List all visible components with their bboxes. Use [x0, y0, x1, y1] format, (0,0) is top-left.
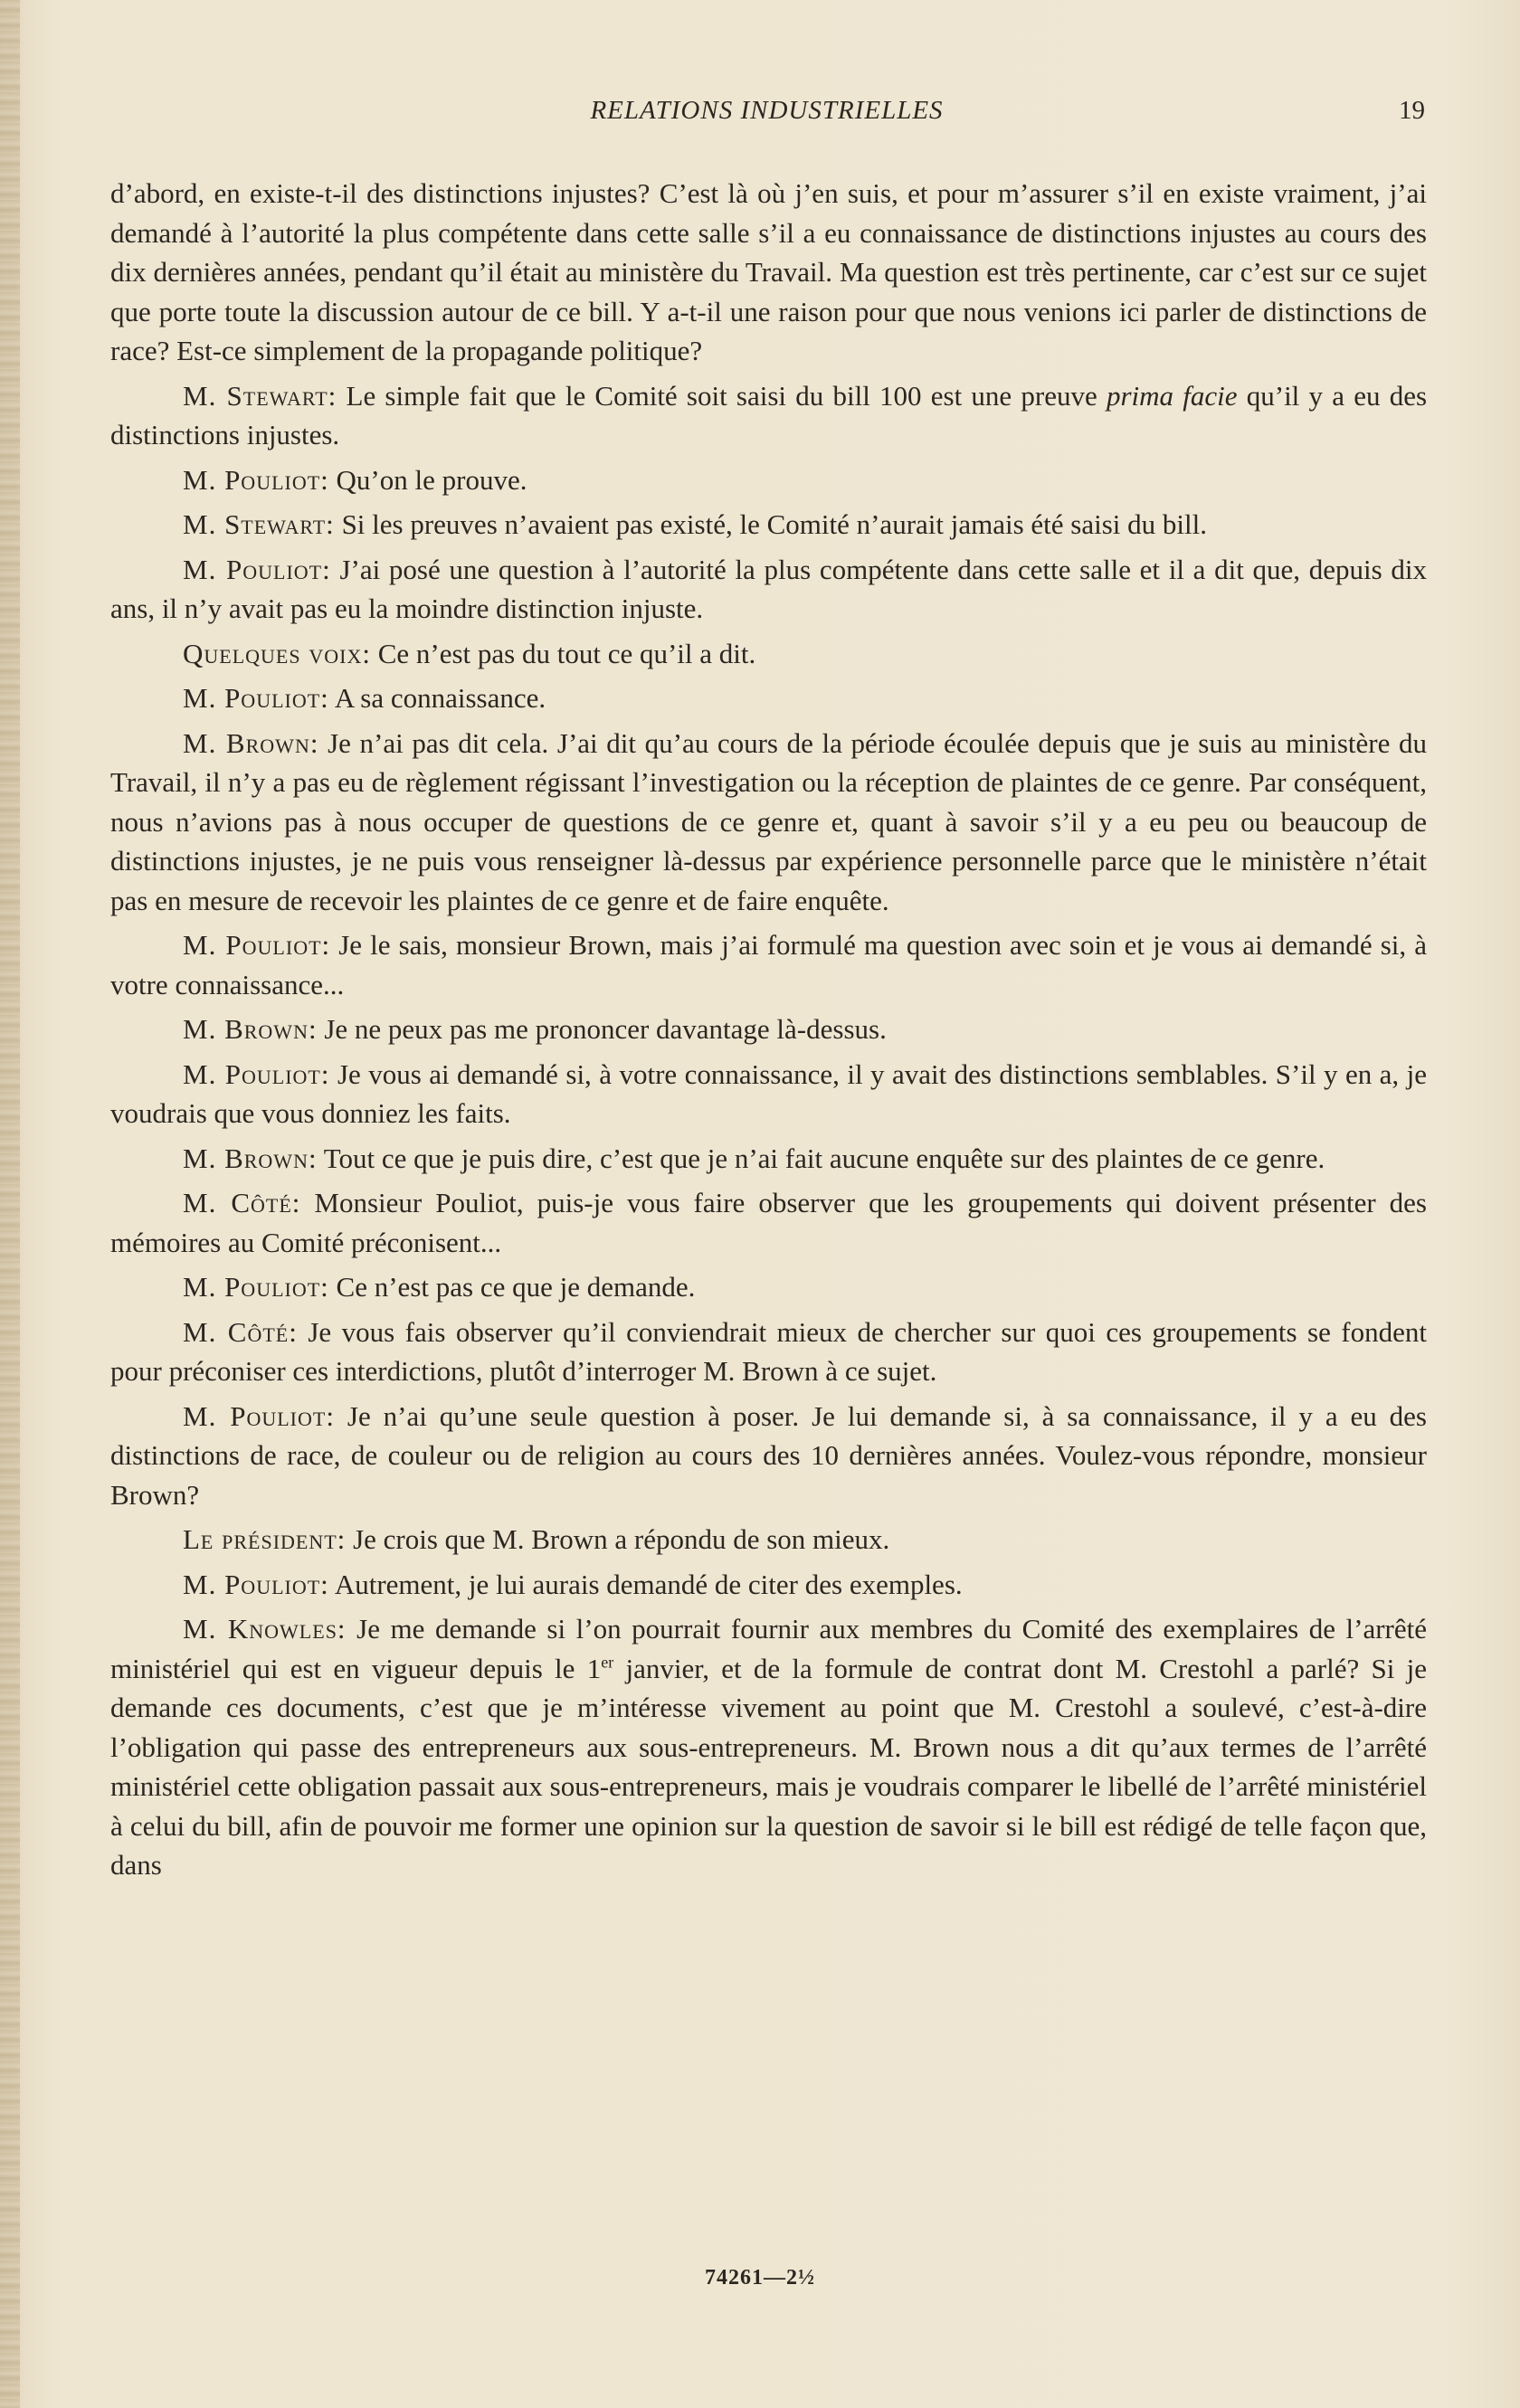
speaker-turn	[110, 1139, 1427, 1179]
speaker-name: Le président:	[183, 1523, 347, 1555]
speaker-turn	[110, 1055, 1427, 1133]
speaker-turn	[110, 505, 1427, 545]
speaker-name: M. Brown:	[183, 726, 319, 759]
speaker-turn	[110, 1565, 1427, 1605]
speaker-name: M. Stewart:	[183, 508, 335, 540]
paragraph-text: Monsieur Pouliot, puis-je vous faire observer que les groupements qui doivent présenter des mémoires au Comité préconisent...	[110, 1187, 1427, 1258]
paragraph-text: Je ne peux pas me prononcer davantage là-dessus.	[324, 1013, 887, 1045]
page-header	[109, 96, 1425, 132]
speaker-name: M. Côté:	[183, 1187, 301, 1218]
speaker-turn	[110, 376, 1427, 455]
speaker-turn	[110, 1313, 1427, 1391]
page-number: 19	[1399, 96, 1425, 125]
speaker-turn	[110, 1010, 1427, 1049]
speaker-turn	[110, 1267, 1427, 1307]
paragraph-text: Je n’ai pas dit cela. J’ai dit qu’au cours de la période écoulée depuis que je suis au ministère du Travail, il n’y a pas eu de règlement régissant l’investigation ou la réception de plaintes de ce genre. Par conséquent, nous n’avions pas à nous occuper de questions de ce genre et, quant à savoir s’il y a eu peu ou beaucoup de distinctions injustes, je ne puis vous renseigner là-dessus par expérience personnelle parce que le ministère n’était pas en mesure de recevoir les plaintes de ce genre et de faire enquête.	[110, 726, 1427, 916]
paragraph-text-after: janvier, et de la formule de contrat dont M. Crestohl a parlé? Si je demande ces documents, c’est que je m’intéresse vivement au point que M. Crestohl a soulevé, c’est-à-dire l’obligation qui passe des entrepreneurs aux sous-entrepreneurs. M. Brown nous a dit qu’aux termes de l’arrêté ministériel cette obligation passait aux sous-entrepreneurs, mais je voudrais comparer le libellé de l’arrêté ministériel à celui du bill, afin de pouvoir me former une opinion sur la question de savoir si le bill est rédigé de telle façon que, dans	[110, 1652, 1428, 1881]
speaker-turn	[110, 1609, 1427, 1885]
speaker-name: Quelques voix:	[183, 637, 371, 669]
paragraph-text: Je n’ai qu’une seule question à poser. Je lui demande si, à sa connaissance, il y a eu des distinctions de race, de couleur ou de religion au cours des 10 dernières années. Voulez-vous répondre, monsieur Brown?	[110, 1399, 1427, 1511]
speaker-name: M. Brown:	[183, 1142, 318, 1174]
speaker-turn	[110, 1183, 1427, 1262]
paragraph-text: A sa connaissance.	[334, 682, 546, 714]
printer-signature-code: 74261—2½	[705, 2266, 815, 2289]
paragraph-text: Le simple fait que le Comité soit saisi du bill 100 est une preuve	[346, 379, 1097, 412]
superscript: er	[601, 1653, 614, 1672]
transcript-body	[110, 174, 1427, 1891]
paragraph-text-after: qu’il y a eu des distinctions injustes.	[110, 379, 1428, 450]
speaker-name: M. Pouliot:	[183, 463, 329, 496]
paragraph-text: Je vous fais observer qu’il conviendrait mieux de chercher sur quoi ces groupements se fondent pour préconiser ces interdictions, plutôt d’interroger M. Brown à ce sujet.	[110, 1315, 1427, 1387]
speaker-name: M. Pouliot:	[183, 1568, 329, 1600]
italic-term: prima facie	[1106, 379, 1238, 412]
paragraph-text: Je crois que M. Brown a répondu de son mieux.	[353, 1523, 890, 1555]
running-title: RELATIONS INDUSTRIELLES	[590, 96, 944, 125]
paragraph-text: J’ai posé une question à l’autorité la plus compétente dans cette salle et il a dit que, depuis dix ans, il n’y avait pas eu la moindre distinction injuste.	[110, 553, 1427, 624]
paragraph-text: Ce n’est pas du tout ce qu’il a dit.	[377, 637, 756, 669]
speaker-name: M. Pouliot:	[183, 1399, 335, 1432]
paragraph-text: Tout ce que je puis dire, c’est que je n’ai fait aucune enquête sur des plaintes de ce genre.	[323, 1142, 1325, 1174]
paragraph-text: Ce n’est pas ce que je demande.	[336, 1271, 696, 1303]
speaker-name: M. Pouliot:	[183, 553, 331, 585]
paragraph-text: Qu’on le prouve.	[336, 463, 527, 496]
speaker-name: M. Knowles:	[183, 1613, 347, 1645]
speaker-name: M. Pouliot:	[183, 929, 331, 961]
speaker-name: M. Stewart:	[183, 379, 337, 412]
paragraph-text: Je vous ai demandé si, à votre connaissance, il y avait des distinctions semblables. S’il y en a, je voudrais que vous donniez les faits.	[110, 1057, 1427, 1129]
speaker-turn	[110, 634, 1427, 674]
book-binding-edge	[0, 0, 20, 2408]
speaker-turn	[110, 724, 1427, 921]
paragraph-text: Autrement, je lui aurais demandé de citer des exemples.	[334, 1568, 963, 1600]
speaker-name: M. Pouliot:	[183, 1057, 330, 1090]
speaker-turn	[110, 678, 1427, 718]
speaker-turn	[110, 1397, 1427, 1515]
speaker-turn	[110, 460, 1427, 500]
speaker-turn	[110, 925, 1427, 1004]
paragraph-text: d’abord, en existe-t-il des distinctions injustes? C’est là où j’en suis, et pour m’assurer s’il en existe vraiment, j’ai demandé à l’autorité la plus compétente dans cette salle s’il a eu connaissance de distinctions injustes au cours des dix dernières années, pendant qu’il était au ministère du Travail. Ma question est très pertinente, car c’est sur ce sujet que porte toute la discussion autour de ce bill. Y a-t-il une raison pour que nous venions ici parler de distinctions de race? Est-ce simplement de la propagande politique?	[110, 177, 1427, 366]
speaker-name: M. Pouliot:	[183, 1271, 329, 1303]
speaker-turn	[110, 550, 1427, 629]
paragraph-continuation	[110, 174, 1427, 371]
paragraph-text: Si les preuves n’avaient pas existé, le Comité n’aurait jamais été saisi du bill.	[341, 508, 1208, 540]
paragraph-text: Je le sais, monsieur Brown, mais j’ai formulé ma question avec soin et je vous ai demandé si, à votre connaissance...	[110, 929, 1427, 1000]
speaker-turn	[110, 1520, 1427, 1560]
speaker-name: M. Pouliot:	[183, 682, 329, 714]
speaker-name: M. Côté:	[183, 1315, 298, 1348]
speaker-name: M. Brown:	[183, 1013, 318, 1045]
paragraph-text: Je me demande si l’on pourrait fournir aux membres du Comité des exemplaires de l’arrêté ministériel qui est en vigueur depuis le 1	[110, 1613, 1428, 1684]
